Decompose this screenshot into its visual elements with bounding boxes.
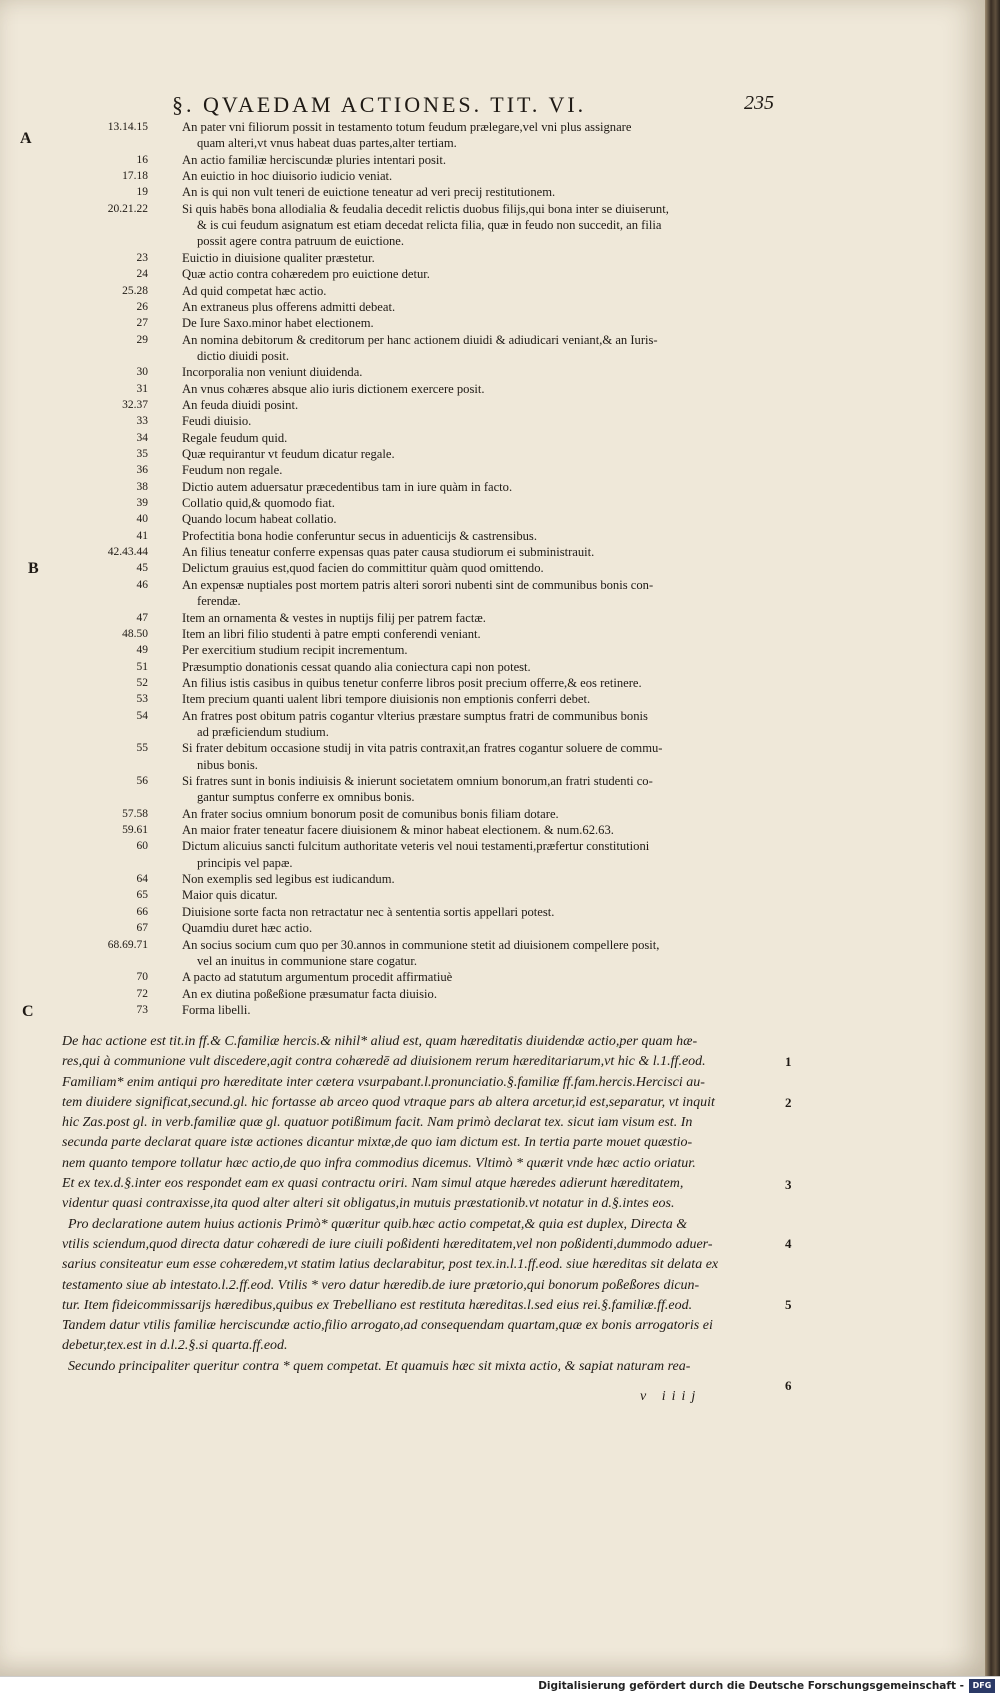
- index-entry-text: dictio diuidi posit.: [197, 348, 290, 363]
- index-entry-text: De Iure Saxo.minor habet electionem.: [182, 316, 374, 331]
- index-entry-number: 70: [136, 971, 148, 984]
- commentary-line: Tandem datur vtilis familiæ herciscundæ actio,filio arrogato,ad consequendam quartam,quæ ex bonis arrogatoris ei: [62, 1318, 713, 1334]
- index-entry-text: Profectitia bona hodie conferuntur secus in aduenticijs & castrensibus.: [182, 528, 537, 543]
- index-entry-number: 41: [136, 529, 148, 542]
- index-entry-number: 30: [136, 366, 148, 379]
- index-entry-number: 52: [136, 676, 148, 689]
- margin-number-4: 4: [785, 1236, 792, 1251]
- margin-letter-b: B: [28, 560, 39, 577]
- commentary-line: hic Zas.post gl. in verb.familiæ quæ gl. quatuor potißimum facit. Nam primò declarat tex. sicut iam visum est. In: [62, 1115, 693, 1131]
- folio-number: 235: [744, 92, 774, 114]
- index-entry-text: Per exercitium studium recipit incrementum.: [182, 643, 408, 658]
- index-entry-text: Præsumptio donationis cessat quando alia coniectura capi non potest.: [182, 659, 531, 674]
- signature-mark: v iiij: [640, 1389, 702, 1404]
- index-entry-text: An nomina debitorum & creditorum per hanc actionem diuidi & adiudicari veniant,& an Iuris-: [182, 332, 658, 347]
- index-entry-text: Item an libri filio studenti à patre empti conferendi veniant.: [182, 626, 481, 641]
- index-entry-number: 35: [136, 448, 148, 460]
- index-entry-number: 68.69.71: [107, 938, 148, 951]
- index-entry-text: principis vel papæ.: [197, 855, 293, 870]
- index-entry-text: Euictio in diuisione qualiter præstetur.: [182, 250, 375, 265]
- index-entry-number: 60: [136, 840, 148, 853]
- index-entry-text: Si fratres sunt in bonis indiuisis & inierunt societatem omnium bonorum,an fratri studenti co-: [182, 774, 653, 788]
- margin-letter-a: A: [20, 130, 32, 147]
- index-entry-text: An vnus cohæres absque alio iuris dictionem exercere posit.: [182, 381, 485, 396]
- index-entry-number: 38: [136, 480, 148, 493]
- index-entry-number: 16: [136, 153, 148, 166]
- index-entry-number: 39: [136, 497, 148, 510]
- index-entry-text: An extraneus plus offerens admitti debeat.: [182, 299, 396, 314]
- index-entry-text: nibus bonis.: [197, 757, 258, 772]
- footer-credit: Digitalisierung gefördert durch die Deutsche Forschungsgemeinschaft -: [538, 1680, 964, 1692]
- index-entry-number: 67: [136, 922, 148, 935]
- index-entry-number: 49: [136, 644, 148, 657]
- index-entry-number: 17.18: [122, 170, 148, 183]
- book-binding-edge: [985, 0, 1000, 1676]
- index-entry-text: An filius istis casibus in quibus tenetur conferre libros posit precium offerre,& eos retinere.: [182, 675, 642, 690]
- index-entry-number: 56: [136, 775, 148, 787]
- commentary-line: videntur quasi contraxisse,ita quod alter alteri sit obligatus,in mutuis præstationib.vt notatur in d.§.intes eos.: [62, 1196, 675, 1212]
- index-entry-number: 27: [136, 317, 148, 330]
- index-entry-text: Maior quis dicatur.: [182, 888, 278, 903]
- index-entry-text: Delictum grauius est,quod facien do committitur quàm quod omittendo.: [182, 561, 544, 576]
- index-entry-text: Non exemplis sed legibus est iudicandum.: [182, 872, 395, 887]
- index-entry-number: 33: [136, 415, 148, 428]
- index-entry-text: Diuisione sorte facta non retractatur nec à sententia sortis appellari potest.: [182, 904, 555, 919]
- index-entry-number: 24: [136, 268, 148, 281]
- margin-number-3: 3: [785, 1177, 792, 1192]
- index-entry-text: An expensæ nuptiales post mortem patris alteri sorori nubenti sint de communibus bonis con-: [182, 577, 654, 592]
- index-entry-text: Dictum alicuius sancti fulcitum authoritate veteris vel noui testamenti,præfertur constitutioni: [182, 839, 650, 854]
- index-entry-text: An socius socium cum quo per 30.annos in communione stetit ad diuisionem compellere posit,: [182, 937, 660, 952]
- index-entry-text: Feudum non regale.: [182, 463, 283, 478]
- index-entry-number: 53: [136, 693, 148, 706]
- index-entry-text: An filius teneatur conferre expensas quas pater causa studiorum ei subministrauit.: [182, 545, 595, 560]
- index-entry-number: 23: [136, 251, 148, 264]
- index-entry-text: An pater vni filiorum possit in testamento totum feudum prælegare,vel vni plus assignare: [182, 120, 632, 134]
- index-entry-text: quam alteri,vt vnus habeat duas partes,alter tertiam.: [197, 136, 457, 151]
- digitization-footer: [0, 1676, 1000, 1697]
- index-entry-text: Feudi diuisio.: [182, 414, 252, 429]
- commentary-line: vtilis sciendum,quod directa datur cohæredi de iure ciuili poßidenti hæreditatem,vel non poßidenti,dummodo aduer-: [62, 1236, 713, 1252]
- index-entry-text: An feuda diuidi posint.: [182, 397, 299, 412]
- commentary-line: testamento siue ab intestato.l.2.ff.eod. Vtilis * vero datur hæredib.de iure prætorio,qui bonorum poßeßores dicun-: [62, 1277, 700, 1293]
- index-entry-text: possit agere contra patruum de euictione.: [197, 234, 405, 249]
- index-entry-number: 20.21.22: [107, 202, 148, 215]
- dfg-logo-icon: DFG: [969, 1679, 995, 1693]
- index-entry-number: 57.58: [122, 807, 148, 820]
- index-entry-text: Quæ requirantur vt feudum dicatur regale.: [182, 447, 395, 461]
- commentary-line: tur. Item fideicommissarijs hæredibus,quibus ex Trebelliano est restituta hæreditas.l.sed eius rei.§.familiæ.ff.eod.: [62, 1297, 693, 1313]
- commentary-line: res,qui à communione vult discedere,agit contra cohæredē ad diuisionem rerum hæreditariarum,vt hic & l.1.ff.eod.: [62, 1054, 706, 1070]
- running-title: §. QVAEDAM ACTIONES. TIT. VI.: [172, 92, 587, 117]
- index-entry-text: Dictio autem aduersatur præcedentibus tam in iure quàm in facto.: [182, 479, 513, 494]
- index-entry-number: 64: [136, 873, 148, 886]
- commentary-line: secunda parte declarat quare istæ actiones dicantur mixtæ,de quo iam dictum est. In tertia parte mouet quæstio-: [62, 1135, 693, 1151]
- commentary-line: debetur,tex.est in d.l.2.§.si quarta.ff.eod.: [62, 1338, 288, 1354]
- index-entry-text: An fratres post obitum patris cogantur vlterius præstare sumptus fratri de communibus bonis: [182, 708, 648, 723]
- margin-number-6: 6: [785, 1378, 792, 1393]
- index-entry-number: 42.43.44: [107, 546, 148, 559]
- commentary-line: De hac actione est tit.in ff.& C.familiæ hercis.& nihil* aliud est, quam hæreditatis diuidendæ actio,per quam hæ-: [62, 1034, 698, 1049]
- index-entry-text: An ex diutina poßeßione præsumatur facta diuisio.: [182, 986, 437, 1001]
- index-entry-text: Si frater debitum occasione studij in vita patris contraxit,an fratres cogantur soluere de commu-: [182, 741, 663, 756]
- index-entry-number: 46: [136, 578, 148, 591]
- commentary-line: sarius consiteatur eum esse cohæredem,vt statim latius declarabitur, post tex.in.l.1.ff.eod. siue hæreditas sit delata ex: [62, 1257, 719, 1273]
- index-entry-text: An frater socius omnium bonorum posit de comunibus bonis filiam dotare.: [182, 806, 559, 821]
- index-entry-text: Incorporalia non veniunt diuidenda.: [182, 365, 363, 380]
- commentary-line: Pro declaratione autem huius actionis Primò* quæritur quib.hæc actio competat,& quia est duplex, Directa &: [68, 1216, 688, 1232]
- index-entry-text: Ad quid competat hæc actio.: [182, 283, 327, 298]
- index-entry-text: gantur sumptus conferre ex omnibus bonis.: [197, 790, 415, 805]
- margin-number-2: 2: [785, 1095, 792, 1110]
- index-entry-number: 73: [136, 1003, 148, 1016]
- index-entry-text: An euictio in hoc diuisorio iudicio veniat.: [182, 169, 393, 184]
- index-entry-text: An is qui non vult teneri de euictione teneatur ad veri precij restitutionem.: [182, 185, 556, 200]
- index-entry-text: An actio familiæ herciscundæ pluries intentari posit.: [182, 152, 447, 167]
- commentary-line: Secundo principaliter queritur contra * quem competat. Et quamuis hæc sit mixta actio, & sapiat naturam rea-: [68, 1358, 691, 1374]
- index-entry-number: 19: [136, 186, 148, 199]
- index-entry-number: 65: [136, 889, 148, 902]
- index-entry-number: 25.28: [122, 284, 148, 297]
- index-entry-number: 36: [136, 464, 148, 477]
- index-entry-text: & is cui feudum asignatum est etiam decedat relicta filia, quæ in feudo non succedit, an filia: [197, 218, 662, 233]
- index-entry-text: Item an ornamenta & vestes in nuptijs filij per patrem factæ.: [182, 610, 486, 625]
- index-entry-text: Item precium quanti ualent libri tempore diuisionis non emptionis conferri debet.: [182, 692, 591, 707]
- index-entry-text: ad præficiendum studium.: [197, 724, 329, 739]
- index-entry-number: 31: [136, 382, 148, 395]
- margin-number-5: 5: [785, 1297, 792, 1312]
- index-entry-number: 45: [136, 562, 148, 575]
- index-entry-text: Forma libelli.: [182, 1002, 251, 1017]
- index-entry-text: Collatio quid,& quomodo fiat.: [182, 496, 335, 511]
- index-entry-number: 59.61: [122, 824, 148, 837]
- index-entry-number: 47: [136, 611, 148, 624]
- index-entry-text: Regale feudum quid.: [182, 430, 288, 445]
- margin-number-1: 1: [785, 1054, 792, 1069]
- index-entry-number: 55: [136, 742, 148, 755]
- index-entry-number: 48.50: [122, 627, 148, 640]
- commentary-line: tem diuidere significat,secund.gl. hic fortasse ab arceo quod vtraque pars ab altera arcetur,id est,separatur, vt inquit: [62, 1094, 715, 1110]
- commentary-line: Familiam* enim antiqui pro hæreditate inter cætera vsurpabant.l.pronunciatio.§.familiæ ff.fam.hercis.Hercisci au-: [62, 1074, 705, 1090]
- commentary-text: [62, 1032, 780, 1377]
- index-entry-text: vel an inuitus in communione stare cogatur.: [197, 953, 417, 968]
- margin-letter-c: C: [22, 1003, 34, 1020]
- index-entry-number: 26: [136, 300, 148, 313]
- index-entry-number: 34: [136, 431, 148, 444]
- commentary-line: Et ex tex.d.§.inter eos respondet eam ex quasi contractu oriri. Nam simul atque hæredes adierunt hæreditatem,: [62, 1176, 684, 1192]
- index-entry-text: Quæ actio contra cohæredem pro euictione detur.: [182, 267, 430, 282]
- commentary-line: nem quanto tempore tollatur hæc actio,de quo infra commodius dicemus. Vltimò * quærit vnde hæc actio oriatur.: [62, 1155, 696, 1171]
- index-entry-number: 51: [136, 660, 148, 673]
- index-entry-text: ferendæ.: [197, 594, 241, 609]
- index-entry-text: Quando locum habeat collatio.: [182, 512, 337, 527]
- index-entry-number: 66: [136, 905, 148, 918]
- index-summary-list: [0, 120, 800, 1020]
- index-entry-number: 40: [136, 513, 148, 526]
- index-entry-text: An maior frater teneatur facere diuisionem & minor habeat electionem. & num.62.63.: [182, 823, 614, 838]
- index-entry-number: 54: [136, 709, 148, 722]
- index-entry-text: A pacto ad statutum argumentum procedit affirmatiuè: [182, 970, 453, 985]
- index-entry-number: 13.14.15: [107, 121, 148, 133]
- index-entry-number: 29: [136, 333, 148, 346]
- index-entry-text: Si quis habēs bona allodialia & feudalia decedit relictis duobus filijs,qui bona inter se diuiserunt,: [182, 201, 669, 216]
- index-entry-text: Quamdiu duret hæc actio.: [182, 921, 313, 936]
- index-entry-number: 32.37: [122, 398, 148, 411]
- index-entry-number: 72: [136, 987, 148, 1000]
